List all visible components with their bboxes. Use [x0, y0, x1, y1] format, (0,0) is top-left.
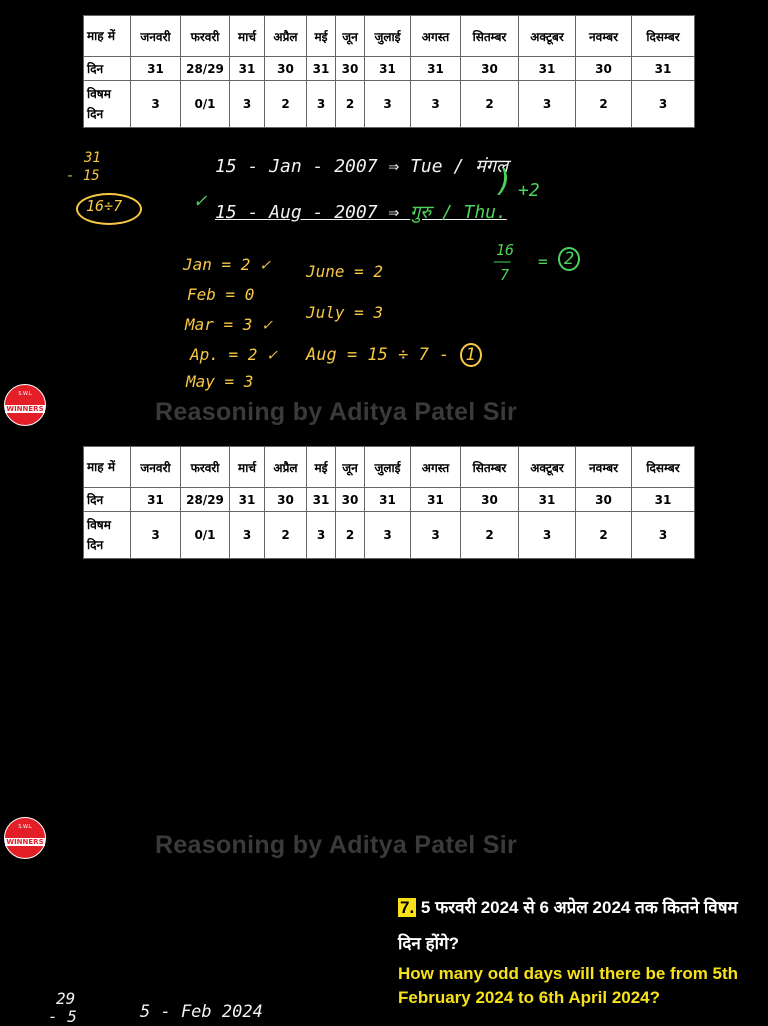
note-frac-bar: ——: [494, 254, 511, 270]
table-cell: 28/29: [181, 57, 230, 81]
table-cell: 30: [336, 57, 365, 81]
table-cell: 30: [576, 488, 632, 512]
bottom-note-num1: 29: [56, 989, 76, 1008]
table-row-days: [84, 57, 695, 81]
table-row-odd-days: [84, 512, 695, 559]
table-cell: अक्टूबर: [519, 16, 576, 57]
table-cell: 3: [365, 512, 411, 559]
logo-main-text: WINNERS: [6, 838, 44, 846]
table-cell: 3: [411, 81, 461, 128]
note-frac-num: 16: [496, 241, 515, 259]
watermark: Reasoning by Aditya Patel Sir: [155, 398, 518, 426]
table-cell: दिन: [84, 488, 131, 512]
table-cell: माह में: [84, 16, 131, 57]
winners-logo: [4, 384, 46, 426]
table-cell: जनवरी: [131, 447, 181, 488]
bottom-note-date: 5 - Feb 2024: [140, 1002, 263, 1022]
table-cell: 2: [265, 512, 307, 559]
note-frac-den: 7: [500, 266, 510, 284]
table-cell: मार्च: [230, 447, 265, 488]
note-may: May = 3: [186, 372, 254, 391]
note-sub-minus: - 15: [66, 168, 100, 184]
table-cell: 30: [461, 57, 519, 81]
note-aug-expr: Aug = 15 ÷ 7 -: [306, 345, 460, 365]
note-line1: 15 - Jan - 2007 ⇒ Tue / मंगल: [215, 156, 509, 177]
table-cell: 3: [230, 512, 265, 559]
table-cell: अक्टूबर: [519, 447, 576, 488]
odd-days-table: [83, 15, 695, 128]
note-frac-result: [558, 247, 580, 271]
table-cell: 2: [265, 81, 307, 128]
table-cell: 31: [131, 57, 181, 81]
question-hindi-line: [398, 890, 758, 962]
table-cell: 31: [519, 57, 576, 81]
odd-days-table-repeat: [83, 446, 695, 559]
logo-main-text: WINNERS: [6, 405, 44, 413]
table-cell: 30: [265, 488, 307, 512]
table-cell: जुलाई: [365, 447, 411, 488]
table-cell: 3: [519, 81, 576, 128]
table-cell: 3: [131, 81, 181, 128]
note-feb: Feb = 0: [187, 285, 255, 304]
table-cell: 31: [365, 57, 411, 81]
table-cell: 30: [576, 57, 632, 81]
table-row-odd-days: [84, 81, 695, 128]
table-cell: 3: [632, 81, 695, 128]
table-cell: 2: [461, 81, 519, 128]
note-bracket: ): [495, 164, 514, 199]
table-row-days: [84, 488, 695, 512]
table-cell: 30: [336, 488, 365, 512]
table-cell: 31: [230, 488, 265, 512]
table-cell: सितम्बर: [461, 16, 519, 57]
table-cell: जुलाई: [365, 16, 411, 57]
table-cell: 28/29: [181, 488, 230, 512]
table-cell: विषम दिन: [84, 81, 131, 128]
table-cell: 31: [411, 57, 461, 81]
logo-top-text: S.W.L: [18, 391, 32, 397]
winners-logo: [4, 817, 46, 859]
note-june: June = 2: [306, 262, 384, 281]
table-cell: 31: [131, 488, 181, 512]
table-cell: नवम्बर: [576, 16, 632, 57]
table-cell: 2: [576, 512, 632, 559]
note-plus-two: +2: [518, 180, 540, 201]
question-number: 7.: [400, 898, 415, 917]
watermark: Reasoning by Aditya Patel Sir: [155, 831, 518, 859]
table-cell: 2: [461, 512, 519, 559]
table-cell: 31: [632, 57, 695, 81]
table-cell: विषम दिन: [84, 512, 131, 559]
table-cell: 0/1: [181, 512, 230, 559]
note-apr: Ap. = 2 ✓: [190, 345, 277, 364]
table-header-row: [84, 16, 695, 57]
table-cell: दिसम्बर: [632, 16, 695, 57]
note-div: 16÷7: [86, 197, 123, 215]
table-cell: 3: [365, 81, 411, 128]
table-cell: 3: [519, 512, 576, 559]
note-check: ✓: [194, 188, 207, 212]
table-cell: फरवरी: [181, 16, 230, 57]
note-frac-eq: =: [538, 252, 548, 271]
table-cell: मार्च: [230, 16, 265, 57]
bottom-note-num2: - 5: [48, 1007, 77, 1026]
table-cell: मई: [307, 16, 336, 57]
note-line2: [215, 200, 507, 224]
table-cell: 3: [411, 512, 461, 559]
table-cell: 3: [307, 81, 336, 128]
table-cell: 31: [411, 488, 461, 512]
note-july: July = 3: [306, 303, 384, 322]
table-cell: 2: [336, 512, 365, 559]
table-cell: 2: [576, 81, 632, 128]
note-line2-date: 15 - Aug - 2007 ⇒: [215, 202, 411, 223]
note-line2-day: गुरु / Thu.: [410, 202, 507, 223]
table-cell: माह में: [84, 447, 131, 488]
note-aug-result: 1: [460, 343, 482, 367]
table-cell: जनवरी: [131, 16, 181, 57]
table-cell: नवम्बर: [576, 447, 632, 488]
table-cell: 2: [336, 81, 365, 128]
table-cell: 31: [365, 488, 411, 512]
table-cell: अगस्त: [411, 16, 461, 57]
table-cell: मई: [307, 447, 336, 488]
logo-top-text: S.W.L: [18, 824, 32, 830]
table-cell: 31: [519, 488, 576, 512]
table-cell: अप्रैल: [265, 447, 307, 488]
note-jan: Jan = 2 ✓: [183, 255, 270, 274]
question-english: How many odd days will there be from 5th February 2024 to 6th April 2024?: [398, 964, 739, 1007]
note-mar: Mar = 3 ✓: [185, 315, 272, 334]
note-sub-top: 31: [84, 150, 101, 166]
table-cell: 31: [230, 57, 265, 81]
question-hindi: 5 फरवरी 2024 से 6 अप्रेल 2024 तक कितने विषम दिन होंगे?: [398, 898, 738, 953]
table-cell: जून: [336, 16, 365, 57]
table-header-row: [84, 447, 695, 488]
table-cell: 31: [307, 488, 336, 512]
note-frac-result-value: 2: [558, 247, 580, 271]
table-cell: 3: [632, 512, 695, 559]
table-cell: दिसम्बर: [632, 447, 695, 488]
table-cell: जून: [336, 447, 365, 488]
question-block: [398, 890, 758, 1010]
note-aug: [306, 343, 482, 367]
table-cell: 0/1: [181, 81, 230, 128]
table-cell: 3: [131, 512, 181, 559]
table-cell: 31: [632, 488, 695, 512]
table-cell: दिन: [84, 57, 131, 81]
table-cell: 30: [265, 57, 307, 81]
table-cell: 30: [461, 488, 519, 512]
table-cell: 31: [307, 57, 336, 81]
table-cell: सितम्बर: [461, 447, 519, 488]
table-cell: फरवरी: [181, 447, 230, 488]
table-cell: 3: [230, 81, 265, 128]
table-cell: अप्रैल: [265, 16, 307, 57]
table-cell: 3: [307, 512, 336, 559]
table-cell: अगस्त: [411, 447, 461, 488]
